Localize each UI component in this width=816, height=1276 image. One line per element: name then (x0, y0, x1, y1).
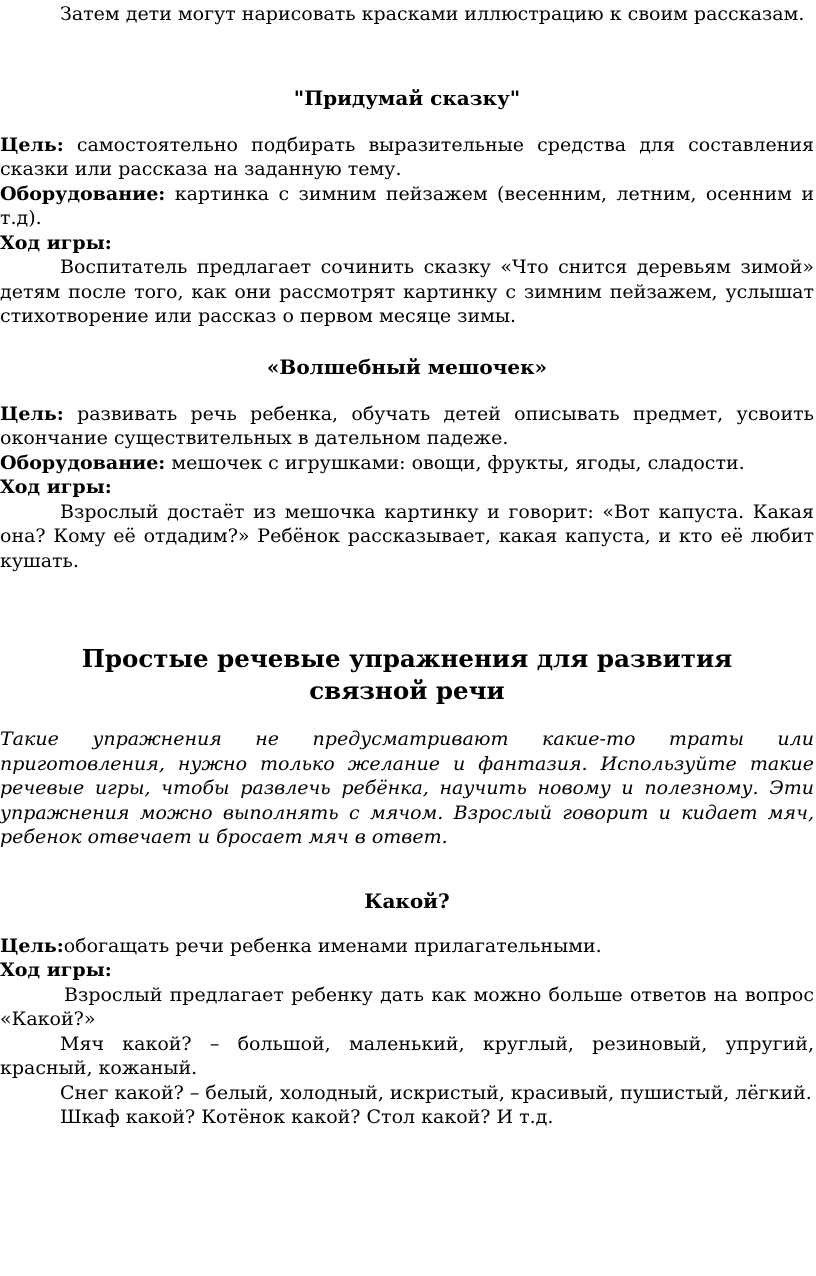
game1-goal-text: самостоятельно подбирать выразительные средства для составления сказки или рассказа на заданную тему. (0, 133, 814, 180)
game1-goal-label: Цель: (0, 133, 64, 156)
game3-process-label: Ход игры: (0, 959, 112, 981)
game2-goal-text: развивать речь ребенка, обучать детей описывать предмет, усвоить окончание существительных в дательном падеже. (0, 402, 814, 449)
game2-equipment (0, 451, 814, 476)
game1-process-label: Ход игры: (0, 231, 112, 254)
game3-paragraph: Взрослый предлагает ребенку дать как можно больше ответов на вопрос «Какой?» (0, 983, 814, 1030)
game2-process-label: Ход игры: (0, 476, 112, 498)
game3-paragraph: Шкаф какой? Котёнок какой? Стол какой? И т.д. (60, 1106, 554, 1128)
game1-title: "Придумай сказку" (293, 85, 521, 110)
game2-title: «Волшебный мешочек» (266, 354, 548, 379)
game1-process-text: Воспитатель предлагает сочинить сказку «Что снится деревьям зимой» детям после того, как они рассмотрят картинку с зимним пейзажем, услышат стихотворение или рассказ о первом месяце зимы. (0, 256, 814, 327)
game3-goal-label: Цель: (0, 934, 64, 957)
game1-equipment-label: Оборудование: (0, 182, 166, 205)
game3-goal (0, 934, 814, 959)
game1-equipment-text: картинка с зимним пейзажем (весенним, летним, осенним и т.д). (0, 182, 814, 229)
document-page (0, 2, 816, 1130)
section-title-line1: Простые речевые упражнения для развития (81, 644, 733, 673)
game2-process-text: Взрослый достаёт из мешочка картинку и говорит: «Вот капуста. Какая она? Кому её отдадим?» Ребёнок рассказывает, какая капуста, и кто её любит кушать. (0, 500, 814, 572)
game1-equipment (0, 182, 814, 231)
game2-equipment-text: мешочек с игрушками: овощи, фрукты, ягоды, сладости. (165, 451, 745, 474)
game3-paragraph: Мяч какой? – большой, маленький, круглый, резиновый, упругий, красный, кожаный. (0, 1032, 814, 1079)
game3-goal-text: обогащать речи ребенка именами прилагательными. (63, 934, 602, 957)
game1-goal (0, 133, 814, 182)
game2-equipment-label: Оборудование: (0, 451, 166, 474)
game3-title: Какой? (364, 888, 450, 913)
intro-paragraph: Затем дети могут нарисовать красками иллюстрацию к своим рассказам. (60, 3, 805, 25)
game2-goal-label: Цель: (0, 402, 64, 425)
game2-goal (0, 402, 814, 451)
section-intro: Такие упражнения не предусматривают какие-то траты или приготовления, нужно только желание и фантазия. Используйте такие речевые игры, чтобы развлечь ребёнка, научить новому и полезному. Эти упражнения можно выполнять с мячом. Взрослый говорит и кидает мяч, ребенок отвечает и бросает мяч в ответ. (0, 728, 814, 848)
game3-paragraph: Снег какой? – белый, холодный, искристый, красивый, пушистый, лёгкий. (60, 1081, 812, 1104)
section-title-line2: связной речи (309, 676, 505, 705)
